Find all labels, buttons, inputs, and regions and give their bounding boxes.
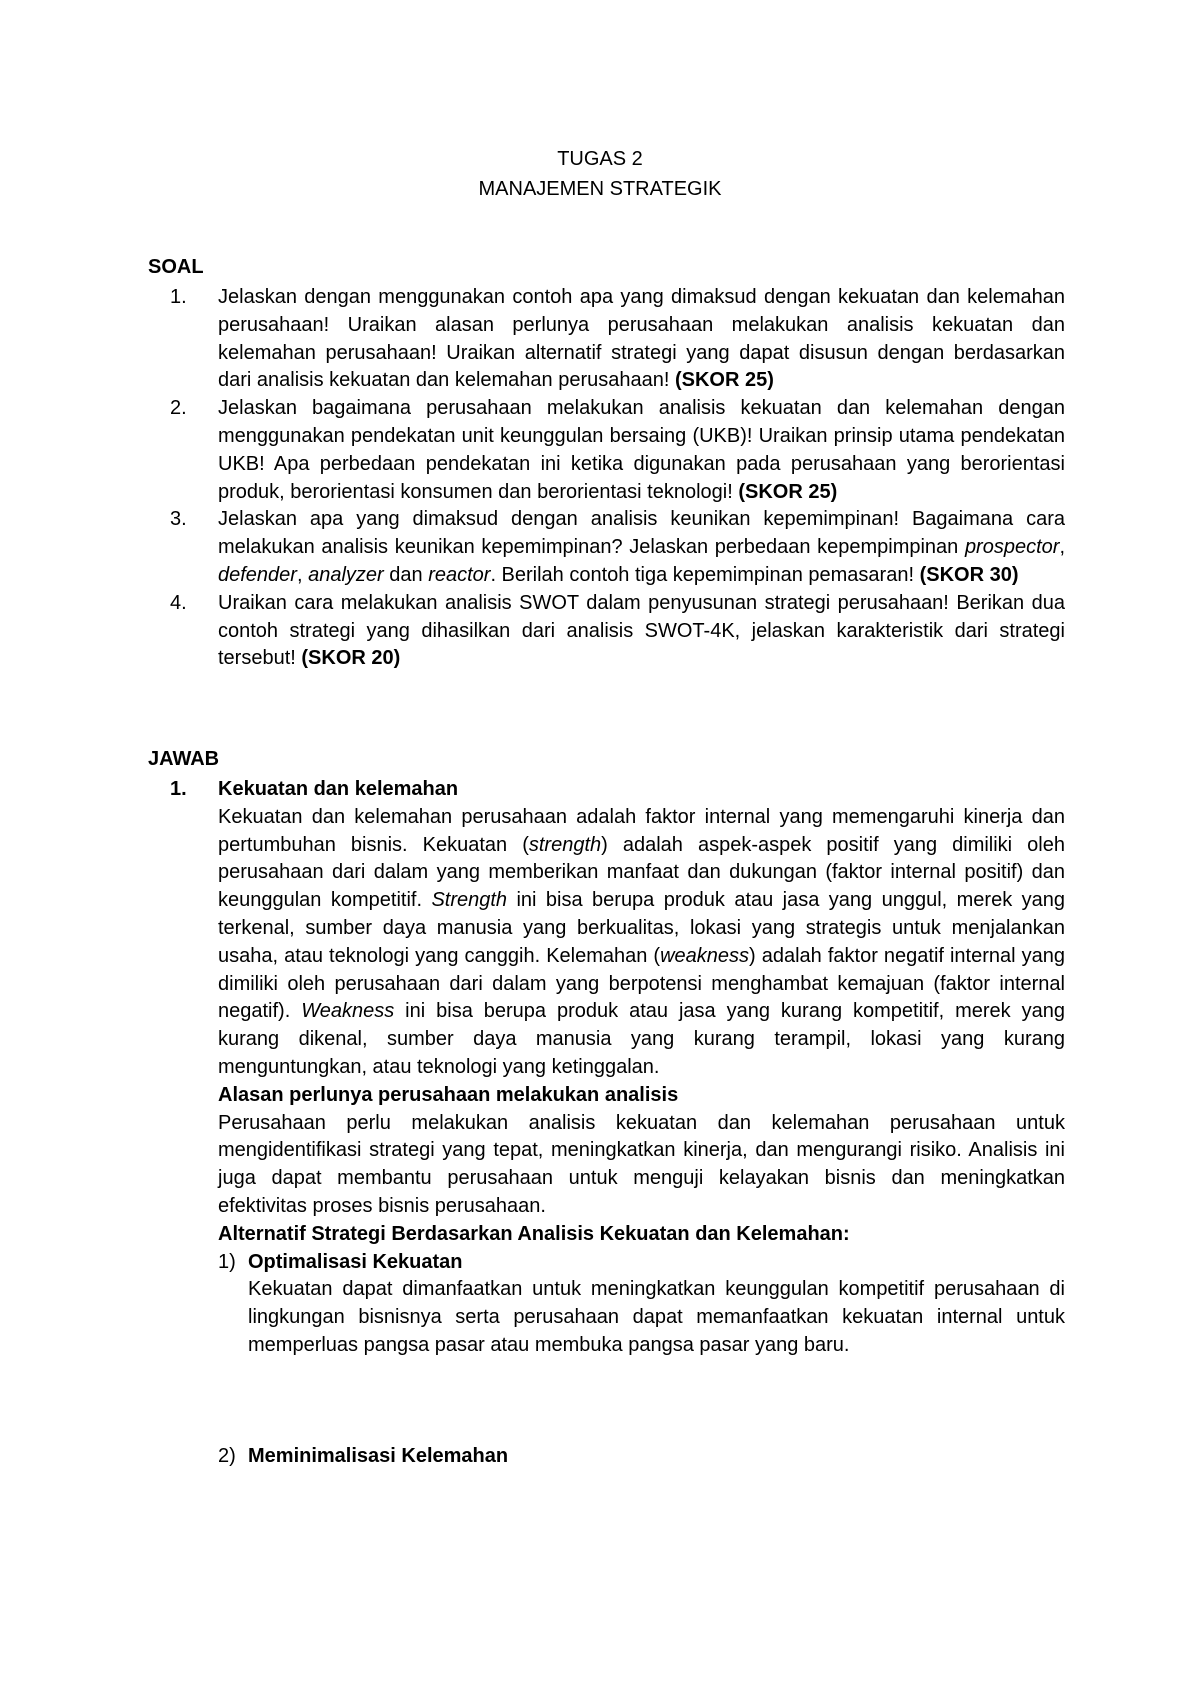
question-text: Jelaskan apa yang dimaksud dengan analisis keunikan kepemimpinan! Bagaimana cara melakukan analisis keunikan kepemimpinan? Jelaskan perbedaan kepempimpinan (218, 508, 1065, 559)
soal-item-4 (170, 590, 1065, 673)
separator: , (1059, 536, 1065, 559)
jawab-item-number: 1. (170, 778, 187, 800)
strategy-option-2 (218, 1443, 1065, 1471)
soal-item-2 (170, 395, 1065, 506)
soal-heading: SOAL (148, 256, 204, 278)
soal-item-text (218, 506, 1065, 589)
soal-item-number: 4. (170, 591, 187, 614)
term-prospector: prospector (964, 536, 1060, 559)
separator: dan (383, 563, 429, 586)
answer-paragraph-2: Perusahaan perlu melakukan analisis kekuatan dan kelemahan perusahaan untuk mengidentifikasi strategi yang tepat, meningkatkan kinerja, dan mengurangi risiko. Analisis ini juga dapat membantu perusahaan untuk menguji kelayakan bisnis dan meningkatkan efektivitas proses bisnis perusahaan. (218, 1111, 1065, 1217)
doc-title: TUGAS 2 (557, 148, 643, 170)
term-strength: strength (528, 833, 602, 856)
soal-item-text (218, 395, 1065, 506)
soal-item-1 (170, 284, 1065, 395)
soal-item-number: 3. (170, 508, 187, 531)
score-label: (SKOR 30) (919, 563, 1019, 586)
term-defender: defender (218, 563, 297, 586)
term-analyzer: analyzer (308, 563, 384, 586)
soal-list (170, 284, 1065, 673)
strategy-option-1 (218, 1249, 1065, 1360)
score-label: (SKOR 25) (738, 480, 838, 503)
jawab-item-1 (170, 776, 1065, 1471)
answer-text: ) adalah faktor negatif internal yang dimiliki oleh perusahaan dari dalam yang berpotensi menghambat kemajuan (faktor internal negatif). (218, 944, 1065, 1023)
term-reactor: reactor (428, 563, 491, 586)
strategy-option-title: Meminimalisasi Kelemahan (248, 1444, 509, 1467)
question-text: Jelaskan bagaimana perusahaan melakukan analisis kekuatan dan kelemahan dengan menggunakan pendekatan unit keunggulan bersaing (UKB)! Uraikan prinsip utama pendekatan UKB! Apa perbedaan pendekatan ini ketika digunakan pada perusahaan yang berorientasi produk, berorientasi konsumen dan berorientasi teknologi! (218, 397, 1065, 503)
score-label: (SKOR 25) (674, 369, 774, 392)
jawab-heading: JAWAB (148, 748, 220, 770)
subsection-title-alasan: Alasan perlunya perusahaan melakukan analisis (218, 1083, 679, 1106)
soal-item-number: 2. (170, 397, 187, 420)
answer-paragraph-1 (218, 804, 1065, 1082)
term-weakness: weakness (660, 944, 750, 967)
strategy-option-number: 1) (218, 1250, 236, 1273)
doc-subtitle: MANAJEMEN STRATEGIK (478, 178, 722, 200)
answer-text: Kekuatan dan kelemahan perusahaan adalah faktor internal yang memengaruhi kinerja dan pertumbuhan bisnis. Kekuatan ( (218, 805, 1065, 856)
answer-text: ini bisa berupa produk atau jasa yang unggul, merek yang terkenal, sumber daya manusia yang berkualitas, lokasi yang strategis untuk menjalankan usaha, atau teknologi yang canggih. Kelemahan ( (218, 889, 1065, 967)
strategy-option-title: Optimalisasi Kekuatan (248, 1250, 463, 1273)
subsection-title-alternatif: Alternatif Strategi Berdasarkan Analisis Kekuatan dan Kelemahan: (218, 1222, 850, 1245)
question-text: . Berilah contoh tiga kepemimpinan pemasaran! (490, 563, 915, 586)
question-text: Jelaskan dengan menggunakan contoh apa yang dimaksud dengan kekuatan dan kelemahan perusahaan! Uraikan alasan perlunya perusahaan melakukan analisis kekuatan dan kelemahan perusahaan! Uraikan alternatif strategi yang dapat disusun dengan berdasarkan dari analisis kekuatan dan kelemahan perusahaan! (218, 286, 1065, 392)
score-label: (SKOR 20) (301, 647, 401, 670)
soal-item-number: 1. (170, 286, 187, 308)
question-text: Uraikan cara melakukan analisis SWOT dalam penyusunan strategi perusahaan! Berikan dua contoh strategi yang dihasilkan dari analisis SWOT-4K, jelaskan karakteristik dari strategi tersebut! (218, 591, 1065, 670)
strategy-option-number: 2) (218, 1444, 236, 1467)
term-weakness: Weakness (301, 1000, 395, 1023)
strategy-option-text: Kekuatan dapat dimanfaatkan untuk meningkatkan keunggulan kompetitif perusahaan di lingkungan bisnisnya serta perusahaan dapat memanfaatkan kekuatan internal untuk memperluas pangsa pasar atau membuka pangsa pasar yang baru. (248, 1278, 1065, 1356)
answer-text: ) adalah aspek-aspek positif yang dimiliki oleh perusahaan dari dalam yang memberikan manfaat dan dukungan (faktor internal positif) dan keunggulan kompetitif. (218, 833, 1065, 912)
jawab-list (170, 776, 1065, 1471)
soal-item-text (218, 590, 1065, 673)
soal-item-3 (170, 506, 1065, 589)
term-strength: Strength (431, 889, 508, 912)
answer-text: ini bisa berupa produk atau jasa yang kurang kompetitif, merek yang kurang dikenal, sumber daya manusia yang kurang terampil, lokasi yang kurang menguntungkan, atau teknologi yang ketinggalan. (218, 1000, 1065, 1078)
soal-item-text (218, 284, 1065, 395)
separator: , (296, 563, 309, 586)
jawab-item-title: Kekuatan dan kelemahan (218, 778, 459, 800)
